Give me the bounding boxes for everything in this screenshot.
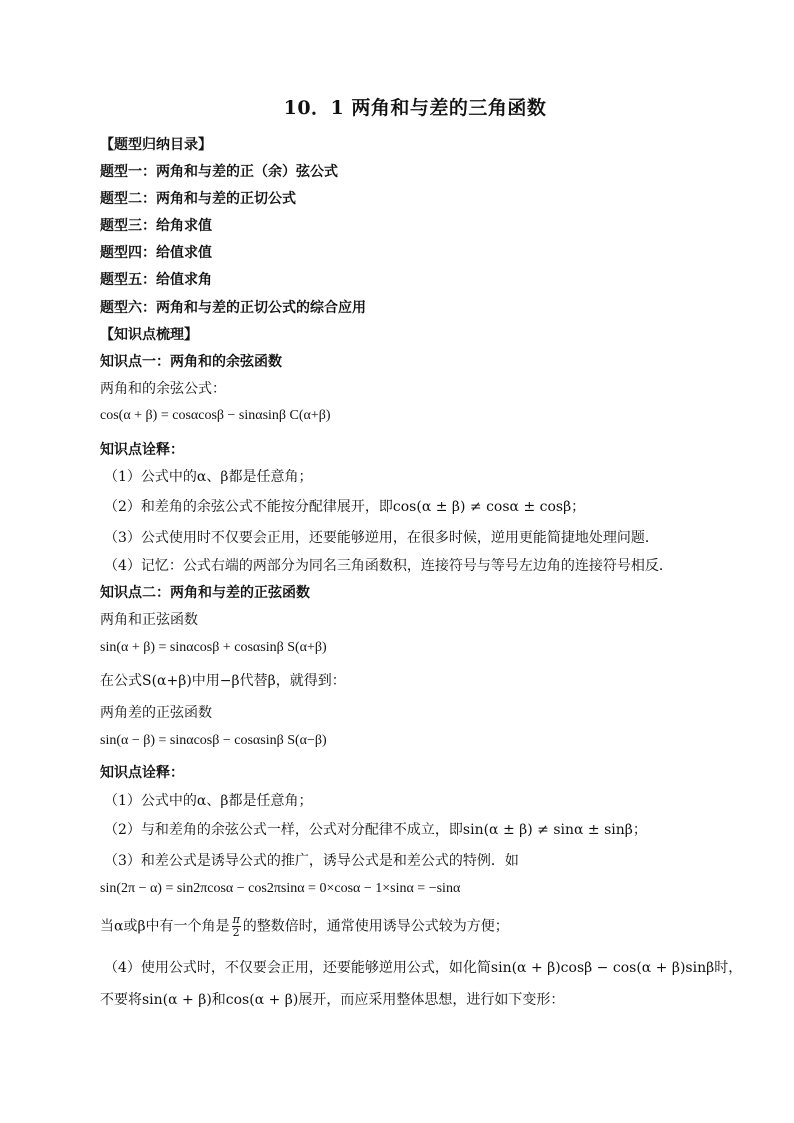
sine-sum-label: 两角和正弦函数: [100, 612, 198, 628]
sine-sum-formula: sin(α + β) = sinαcosβ + cosαsinβ S(α+β): [100, 640, 327, 655]
note-item: [100, 914, 509, 939]
catalog-item: 题型六：两角和与差的正切公式的综合应用: [100, 300, 366, 316]
sine-diff-formula: sin(α − β) = sinαcosβ − cosαsinβ S(α−β): [100, 733, 327, 748]
catalog-item: 题型二：两角和与差的正切公式: [100, 191, 296, 207]
note-item: （4）记忆：公式右端的两部分为同名三角函数积，连接符号与等号左边角的连接符号相反．: [104, 558, 673, 574]
note-text: 的整数倍时，通常使用诱导公式较为方便；: [242, 918, 509, 935]
fraction-numerator: π: [232, 913, 240, 926]
replace-text: 在公式S(α+β)中用−β代替β，就得到：: [100, 673, 346, 689]
catalog-item: 题型三：给角求值: [100, 218, 212, 234]
formula-intro: 两角和的余弦公式：: [100, 381, 226, 397]
note-item: （2）和差角的余弦公式不能按分配律展开，即cos(α ± β) ≠ cosα ± cosβ；: [104, 499, 586, 515]
notes-heading: 知识点诠释：: [100, 765, 184, 781]
section-heading: 知识点一：两角和的余弦函数: [100, 354, 282, 370]
catalog-heading: 【题型归纳目录】: [100, 137, 212, 153]
note-item: （2）与和差角的余弦公式一样，公式对分配律不成立，即sin(α ± β) ≠ sinα ± sinβ；: [104, 822, 647, 838]
note-formula: sin(2π − α) = sin2πcosα − cos2πsinα = 0×cosα − 1×sinα = −sinα: [100, 881, 461, 896]
catalog-item: 题型四：给值求值: [100, 245, 212, 261]
catalog-item: 题型五：给值求角: [100, 272, 212, 288]
note-item: （3）和差公式是诱导公式的推广，诱导公式是和差公式的特例．如: [104, 853, 519, 869]
fraction: [232, 914, 241, 939]
catalog-item: 题型一：两角和与差的正（余）弦公式: [100, 164, 338, 180]
knowledge-heading: 【知识点梳理】: [100, 327, 198, 343]
note-item: （3）公式使用时不仅要会正用，还要能够逆用，在很多时候，逆用更能简捷地处理问题．: [104, 530, 659, 546]
note-item: 不要将sin(α + β)和cos(α + β)展开，而应采用整体思想，进行如下变形：: [100, 992, 565, 1008]
section-heading: 知识点二：两角和与差的正弦函数: [100, 585, 310, 601]
note-text: 当α或β中有一个角是: [100, 918, 230, 935]
cosine-sum-formula: cos(α + β) = cosαcosβ − sinαsinβ C(α+β): [100, 408, 331, 423]
notes-heading: 知识点诠释：: [100, 442, 184, 458]
note-item: （1）公式中的α、β都是任意角；: [104, 793, 313, 809]
page-title: 10．1 两角和与差的三角函数: [283, 97, 547, 119]
note-item: （1）公式中的α、β都是任意角；: [104, 469, 313, 485]
sine-diff-label: 两角差的正弦函数: [100, 705, 212, 721]
note-item: （4）使用公式时，不仅要会正用，还要能够逆用公式，如化简sin(α + β)cosβ − cos(α + β)sinβ时，: [104, 960, 743, 976]
fraction-denominator: 2: [232, 926, 240, 939]
